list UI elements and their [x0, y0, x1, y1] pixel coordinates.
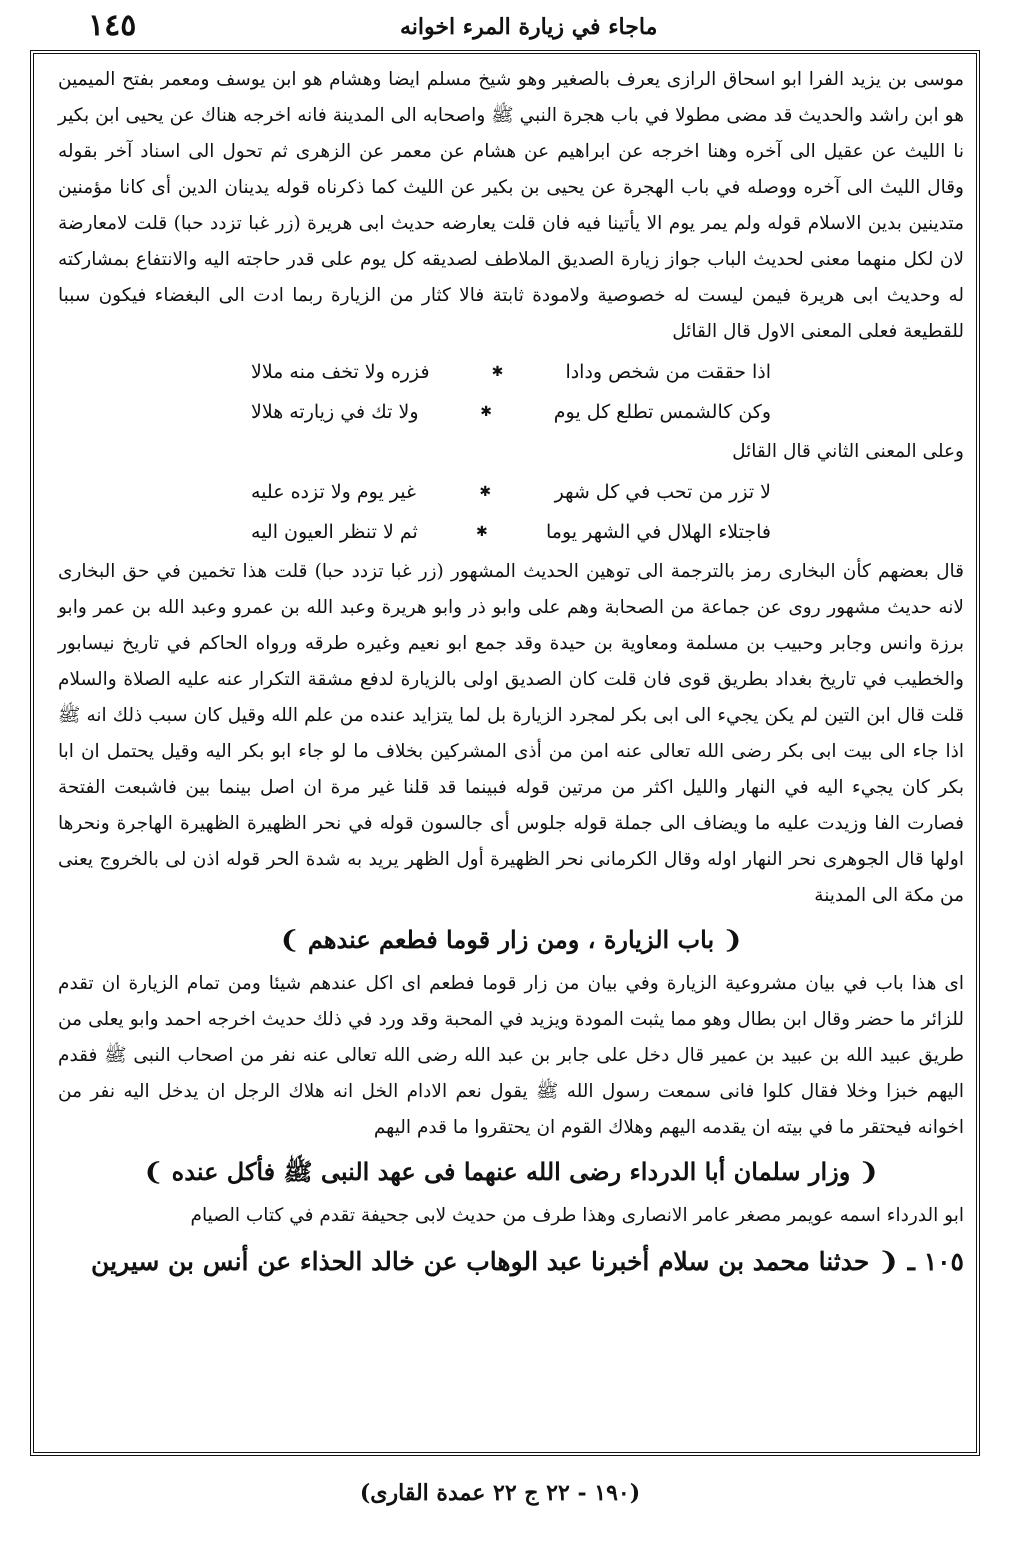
page-number: ١٤٥ — [88, 8, 137, 43]
paragraph-1: موسى بن يزيد الفرا ابو اسحاق الرازى يعرف بالصغير وهو شيخ مسلم ايضا وهشام هو ابن يوسف ومعمر بفتح الميمين هو ابن راشد والحديث قد مضى مطولا في باب هجرة النبي ﷺ واصحابه الى المدينة فانه اخرجه هناك عن يحيى ابن بكير نا الليث عن عقيل الى آخره وهنا اخرجه عن ابراهيم عن هشام عن معمر عن الزهرى ثم تحول الى اسناد آخر بقوله وقال الليث الى آخره ووصله في باب الهجرة عن يحيى بن بكير عن الليث كما ذكرناه قوله يدينان الدين أى كانا مؤمنين متدينين بدين الاسلام قوله ولم يمر يوم الا يأتينا فيه فان قلت يعارضه حديث ابى هريرة (زر غبا تزدد حبا) قلت لامعارضة لان لكل منهما معنى لحديث الباب جواز زيارة الصديق الملاطف لصديقه كل يوم على قدر حاجته اليه والانتفاع بمشاركته له وحديث ابى هريرة فيمن ليست له خصوصية ولامودة ثابتة فالا كثار من الزيارة ربما ادت الى البغضاء فيكون سببا للقطيعة فعلى المعنى الاول قال القائل — [58, 69, 964, 342]
star-separator-icon: ✱ — [476, 524, 488, 540]
hemistich-left: فزره ولا تخف منه ملالا — [251, 361, 430, 383]
sub-heading: ❨ وزار سلمان أبا الدرداء رضى الله عنهما فى عهد النبى ﷺ فأكل عنده ❩ — [143, 1157, 879, 1186]
verse-line — [251, 512, 771, 552]
hadith-chain-text: حدثنا محمد بن سلام أخبرنا عبد الوهاب عن خالد الحذاء عن أنس بن سيرين — [91, 1247, 870, 1276]
star-separator-icon: ✱ — [479, 484, 492, 500]
hemistich-right: لا تزر من تحب في كل شهر — [554, 481, 771, 503]
hemistich-right: اذا حققت من شخص ودادا — [565, 361, 771, 383]
page-body — [58, 62, 964, 1290]
sub-heading-text: وزار سلمان أبا الدرداء رضى الله عنهما فى عهد النبى ﷺ فأكل عنده — [171, 1157, 851, 1186]
paragraph-4: ابو الدرداء اسمه عويمر مصغر عامر الانصارى وهذا طرف من حديث لابى جحيفة تقدم في كتاب الصيام — [190, 1205, 964, 1226]
hadith-number: ١٠٥ — [923, 1247, 964, 1276]
hemistich-right: فاجتلاء الهلال في الشهر يوما — [546, 521, 771, 543]
paragraph-3: اى هذا باب في بيان مشروعية الزيارة وفي بيان من زار قوما فطعم اى اكل عندهم شيئا ومن تمام الزيارة ان تقدم للزائر ما حضر وقال ابن بطال وهو مما يثبت المودة ويزيد في المحبة وقد ورد في ذلك حديث اخرجه احمد وابو يعلى من طريق عبيد الله بن عبيد بن عمير قال دخل على جابر بن عبد الله رضى الله تعالى عنه نفر من اصحاب النبى ﷺ فقدم اليهم خبزا وخلا فقال كلوا فانى سمعت رسول الله ﷺ يقول نعم الادام الخل انه هلاك الرجل ان يدخل اليه نفر من اخوانه فيحتقر ما في بيته ان يقدمه اليهم وهلاك القوم ان يحتقروا ما قدم اليهم — [58, 973, 964, 1138]
star-separator-icon: ✱ — [480, 404, 493, 420]
verse-line — [251, 472, 771, 512]
hemistich-left: غير يوم ولا تزده عليه — [251, 481, 416, 503]
hemistich-right: وكن كالشمس تطلع كل يوم — [553, 401, 771, 423]
chapter-heading-text: باب الزيارة ، ومن زار قوما فطعم عندهم — [307, 925, 715, 954]
running-title: ماجاء في زيارة المرء اخوانه — [400, 14, 658, 40]
page-footer: (١٩٠ - ٢٢ ج ٢٢ عمدة القارى) — [359, 1480, 641, 1506]
verse-block-1 — [251, 352, 771, 432]
hadith-chain: ١٠٥ ـ ❨ حدثنا محمد بن سلام أخبرنا عبد الوهاب عن خالد الحذاء عن أنس بن سيرين — [91, 1247, 964, 1276]
page-header — [40, 8, 990, 48]
paragraph-2: قال بعضهم كأن البخارى رمز بالترجمة الى توهين الحديث المشهور (زر غبا تزدد حبا) قلت هذا تخمين في حق البخارى لانه حديث مشهور روى عن جماعة من الصحابة وهم على وابو ذر وابو هريرة وعبد الله بن عمرو وعبد الله بن عمر وابو برزة وانس وجابر وحبيب بن مسلمة ومعاوية بن حيدة وقد جمع ابو نعيم وغيره طرقه ورواه الحاكم في تاريخ نيسابور والخطيب في تاريخ بغداد بطريق قوى فان قلت كان الصديق اولى بالزيارة لدفع مشقة التكرار عنه عليه الصلاة والسلام قلت قال ابن التين لم يكن يجيء الى ابى بكر لمجرد الزيارة بل لما يتزايد عنده من علم الله وقيل كان سبب ذلك انه ﷺ اذا جاء الى بيت ابى بكر رضى الله تعالى عنه امن من أذى المشركين بخلاف ما لو جاء ابو بكر اليه وقيل يحتمل ان ابا بكر كان يجيء اليه في النهار والليل اكثر من مرتين قوله فبينما قد قلنا غير مرة ان اصل بينما بين فاشبعت الفتحة فصارت الفا وزيدت عليه ما ويضاف الى جملة قوله جلوس أى جالسون قوله في نحر الظهيرة الظهيرة الهاجرة ونحرها اولها قال الجوهرى نحر النهار اوله وقال الكرمانى نحر الظهيرة أول الظهر يريد به شدة الحر قوله اذن لى بالخروج يعنى من مكة الى المدينة — [58, 561, 964, 906]
verse-line — [251, 392, 771, 432]
star-separator-icon: ✱ — [491, 364, 504, 380]
hemistich-left: ولا تك في زيارته هلالا — [251, 401, 419, 423]
hemistich-left: ثم لا تنظر العيون اليه — [251, 521, 418, 543]
verse-block-2 — [251, 472, 771, 552]
chapter-heading: ❨ باب الزيارة ، ومن زار قوما فطعم عندهم ❩ — [279, 925, 743, 954]
verse-line — [251, 352, 771, 392]
transition-line: وعلى المعنى الثاني قال القائل — [732, 441, 964, 462]
